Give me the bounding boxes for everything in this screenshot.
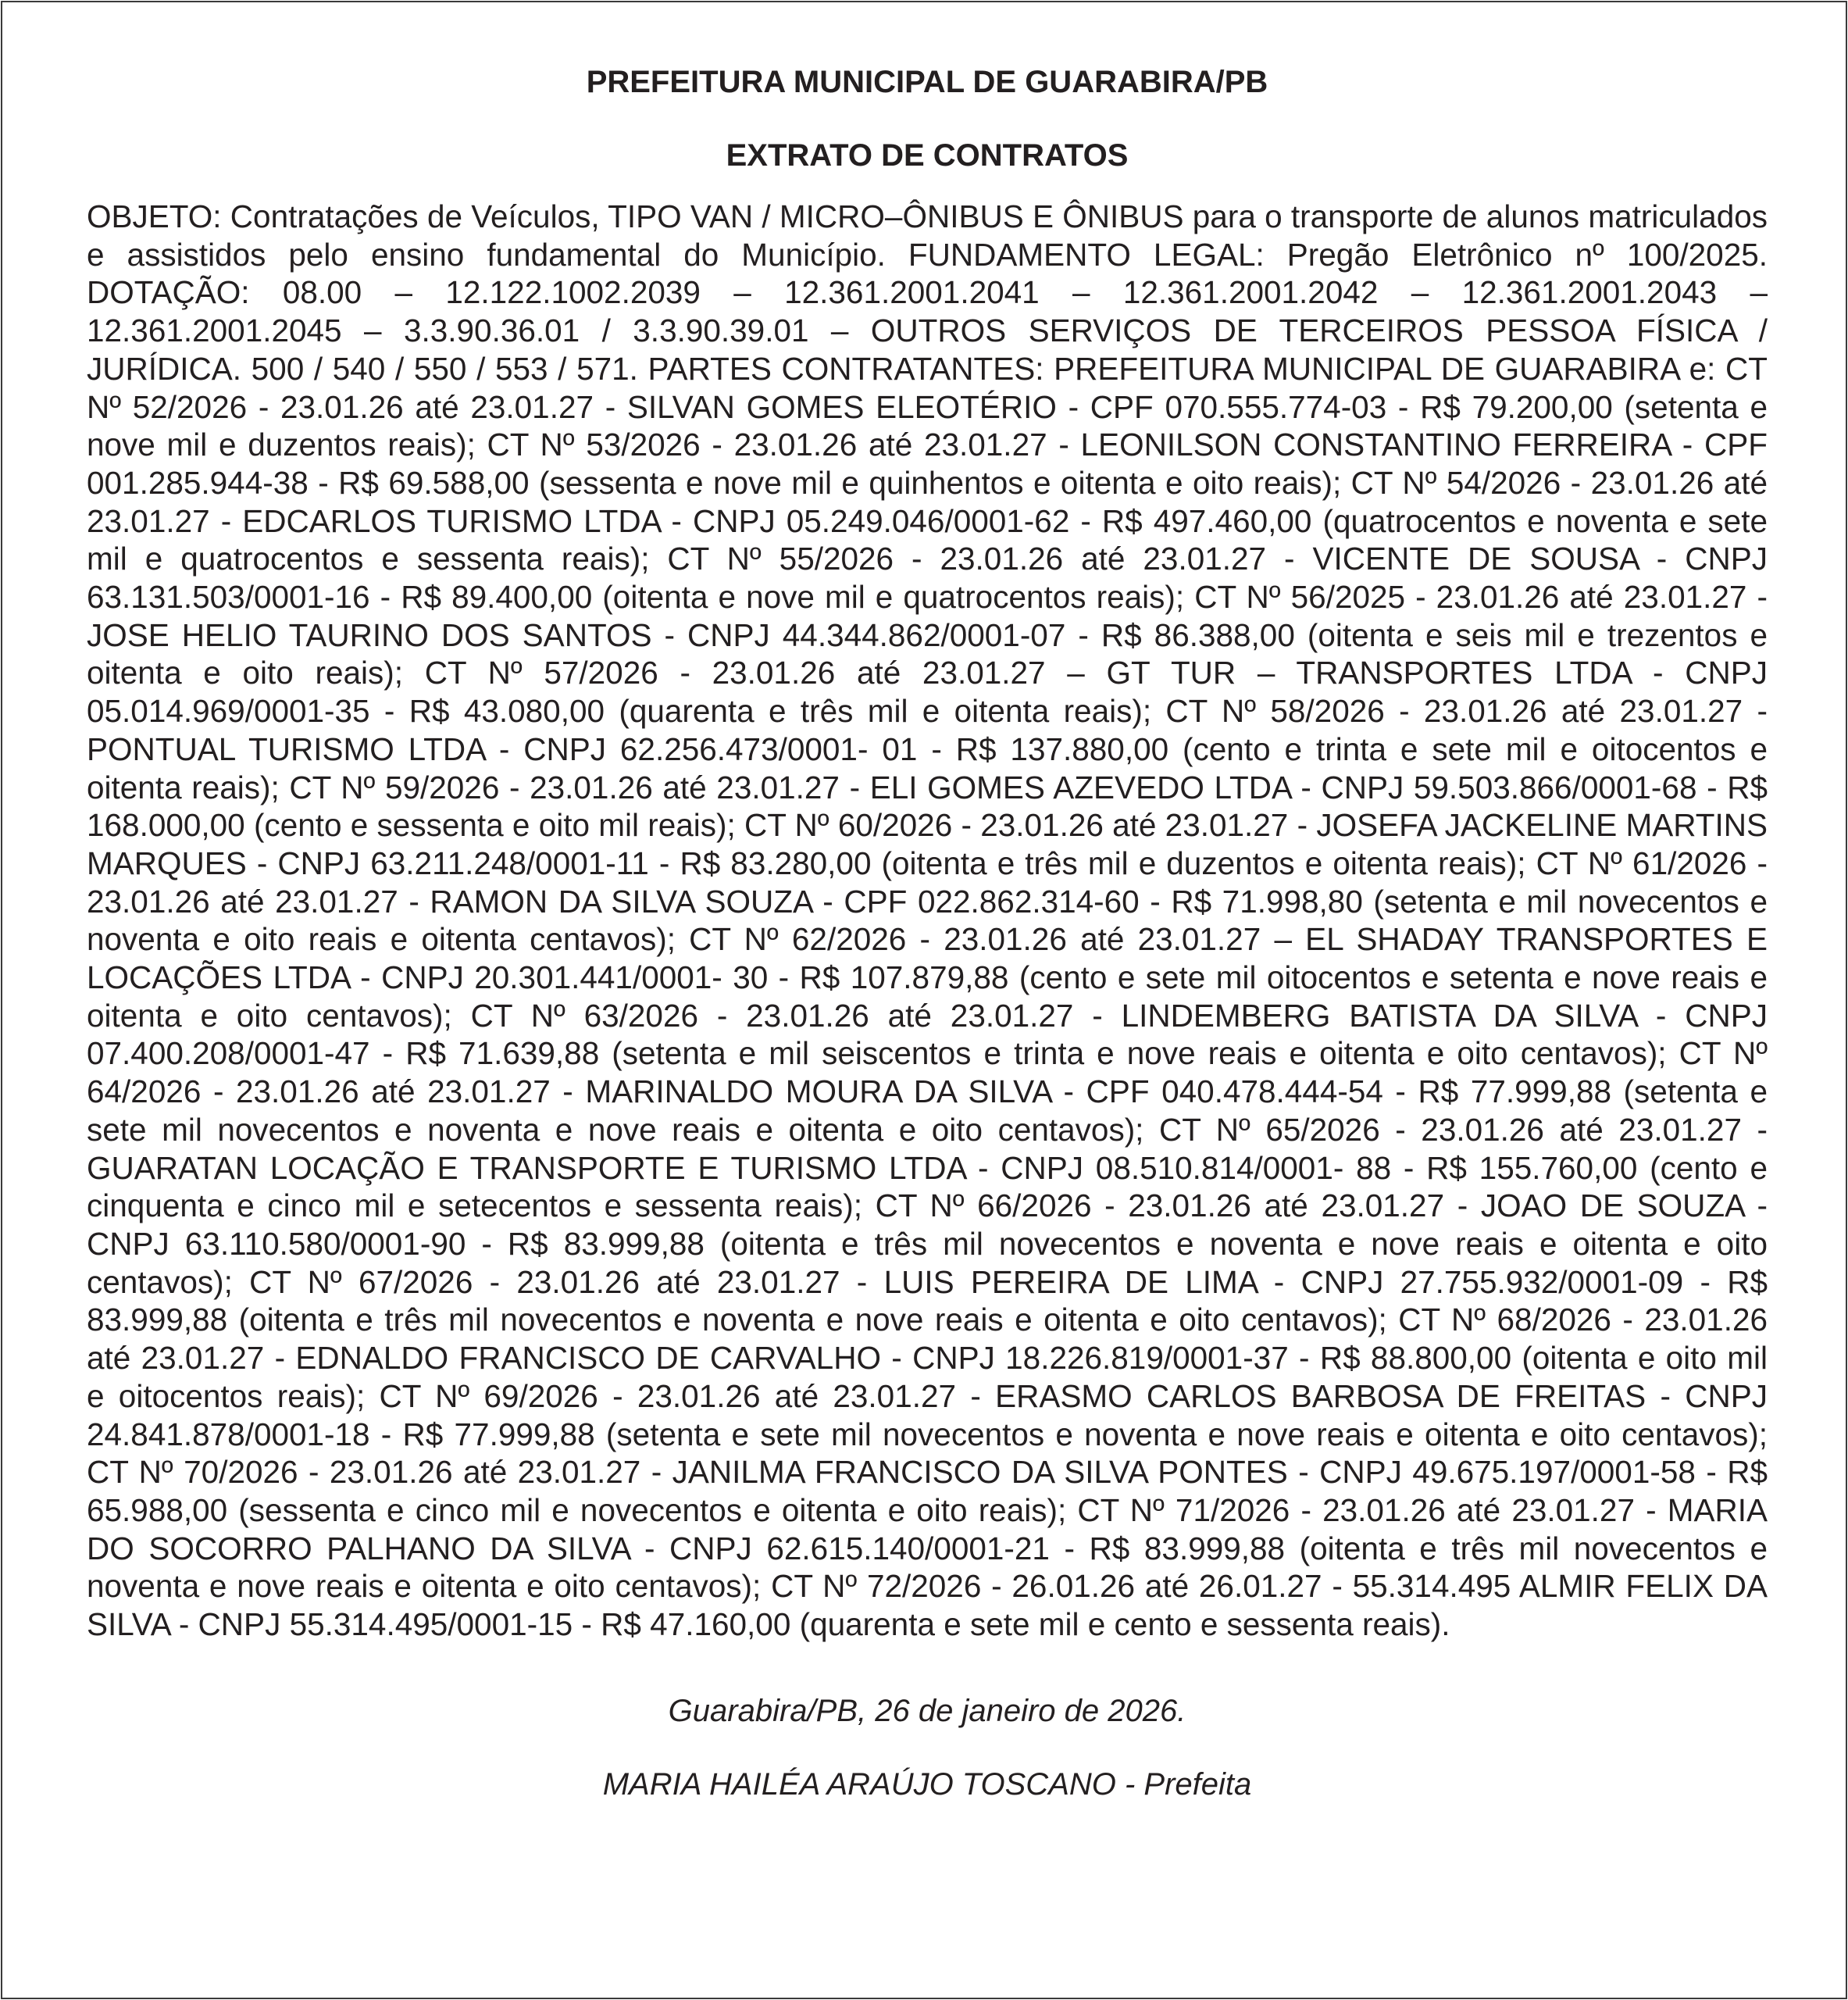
- document-border: [1, 1, 1847, 1999]
- document-content: [87, 63, 1768, 1803]
- document-title: EXTRATO DE CONTRATOS: [726, 138, 1129, 173]
- contracts-body-text: OBJETO: Contratações de Veículos, TIPO VAN / MICRO–ÔNIBUS E ÔNIBUS para o transporte de alunos matriculados e assistidos pelo ensino fundamental do Município. FUNDAMENTO LEGAL: Pregão Eletrônico nº 100/2025. DOTAÇÃO: 08.00 – 12.122.1002.2039 – 12.361.2001.2041 – 12.361.2001.2042 – 12.361.2001.2043 – 12.361.2001.2045 – 3.3.90.36.01 / 3.3.90.39.01 – OUTROS SERVIÇOS DE TERCEIROS PESSOA FÍSICA / JURÍDICA. 500 / 540 / 550 / 553 / 571. PARTES CONTRATANTES: PREFEITURA MUNICIPAL DE GUARABIRA e: CT Nº 52/2026 - 23.01.26 até 23.01.27 - SILVAN GOMES ELEOTÉRIO - CPF 070.555.774-03 - R$ 79.200,00 (setenta e nove mil e duzentos reais); CT Nº 53/2026 - 23.01.26 até 23.01.27 - LEONILSON CONSTANTINO FERREIRA - CPF 001.285.944-38 - R$ 69.588,00 (sessenta e nove mil e quinhentos e oitenta e oito reais); CT Nº 54/2026 - 23.01.26 até 23.01.27 - EDCARLOS TURISMO LTDA - CNPJ 05.249.046/0001-62 - R$ 497.460,00 (quatrocentos e noventa e sete mil e quatrocentos e sessenta reais); CT Nº 55/2026 - 23.01.26 até 23.01.27 - VICENTE DE SOUSA - CNPJ 63.131.503/0001-16 - R$ 89.400,00 (oitenta e nove mil e quatrocentos reais); CT Nº 56/2025 - 23.01.26 até 23.01.27 - JOSE HELIO TAURINO DOS SANTOS - CNPJ 44.344.862/0001-07 - R$ 86.388,00 (oitenta e seis mil e trezentos e oitenta e oito reais); CT Nº 57/2026 - 23.01.26 até 23.01.27 – GT TUR – TRANSPORTES LTDA - CNPJ 05.014.969/0001-35 - R$ 43.080,00 (quarenta e três mil e oitenta reais); CT Nº 58/2026 - 23.01.26 até 23.01.27 - PONTUAL TURISMO LTDA - CNPJ 62.256.473/0001- 01 - R$ 137.880,00 (cento e trinta e sete mil e oitocentos e oitenta reais); CT Nº 59/2026 - 23.01.26 até 23.01.27 - ELI GOMES AZEVEDO LTDA - CNPJ 59.503.866/0001-68 - R$ 168.000,00 (cento e sessenta e oito mil reais); CT Nº 60/2026 - 23.01.26 até 23.01.27 - JOSEFA JACKELINE MARTINS MARQUES - CNPJ 63.211.248/0001-11 - R$ 83.280,00 (oitenta e três mil e duzentos e oitenta reais); CT Nº 61/2026 - 23.01.26 até 23.01.27 - RAMON DA SILVA SOUZA - CPF 022.862.314-60 - R$ 71.998,80 (setenta e mil novecentos e noventa e oito reais e oitenta centavos); CT Nº 62/2026 - 23.01.26 até 23.01.27 – EL SHADAY TRANSPORTES E LOCAÇÕES LTDA - CNPJ 20.301.441/0001- 30 - R$ 107.879,88 (cento e sete mil oitocentos e setenta e nove reais e oitenta e oito centavos); CT Nº 63/2026 - 23.01.26 até 23.01.27 - LINDEMBERG BATISTA DA SILVA - CNPJ 07.400.208/0001-47 - R$ 71.639,88 (setenta e mil seiscentos e trinta e nove reais e oitenta e oito centavos); CT Nº 64/2026 - 23.01.26 até 23.01.27 - MARINALDO MOURA DA SILVA - CPF 040.478.444-54 - R$ 77.999,88 (setenta e sete mil novecentos e noventa e nove reais e oitenta e oito centavos); CT Nº 65/2026 - 23.01.26 até 23.01.27 - GUARATAN LOCAÇÃO E TRANSPORTE E TURISMO LTDA - CNPJ 08.510.814/0001- 88 - R$ 155.760,00 (cento e cinquenta e cinco mil e setecentos e sessenta reais); CT Nº 66/2026 - 23.01.26 até 23.01.27 - JOAO DE SOUZA - CNPJ 63.110.580/0001-90 - R$ 83.999,88 (oitenta e três mil novecentos e noventa e nove reais e oitenta e oito centavos); CT Nº 67/2026 - 23.01.26 até 23.01.27 - LUIS PEREIRA DE LIMA - CNPJ 27.755.932/0001-09 - R$ 83.999,88 (oitenta e três mil novecentos e noventa e nove reais e oitenta e oito centavos); CT Nº 68/2026 - 23.01.26 até 23.01.27 - EDNALDO FRANCISCO DE CARVALHO - CNPJ 18.226.819/0001-37 - R$ 88.800,00 (oitenta e oito mil e oitocentos reais); CT Nº 69/2026 - 23.01.26 até 23.01.27 - ERASMO CARLOS BARBOSA DE FREITAS - CNPJ 24.841.878/0001-18 - R$ 77.999,88 (setenta e sete mil novecentos e noventa e nove reais e oitenta e oito centavos); CT Nº 70/2026 - 23.01.26 até 23.01.27 - JANILMA FRANCISCO DA SILVA PONTES - CNPJ 49.675.197/0001-58 - R$ 65.988,00 (sessenta e cinco mil e novecentos e oitenta e oito reais); CT Nº 71/2026 - 23.01.26 até 23.01.27 - MARIA DO SOCORRO PALHANO DA SILVA - CNPJ 62.615.140/0001-21 - R$ 83.999,88 (oitenta e três mil novecentos e noventa e nove reais e oitenta e oito centavos); CT Nº 72/2026 - 26.01.26 até 26.01.27 - 55.314.495 ALMIR FELIX DA SILVA - CNPJ 55.314.495/0001-15 - R$ 47.160,00 (quarenta e sete mil e cento e sessenta reais).: [87, 198, 1768, 1643]
- place-date-line: Guarabira/PB, 26 de janeiro de 2026.: [668, 1693, 1186, 1728]
- issuer-heading: PREFEITURA MUNICIPAL DE GUARABIRA/PB: [586, 65, 1268, 99]
- signature-line: MARIA HAILÉA ARAÚJO TOSCANO - Prefeita: [602, 1766, 1252, 1802]
